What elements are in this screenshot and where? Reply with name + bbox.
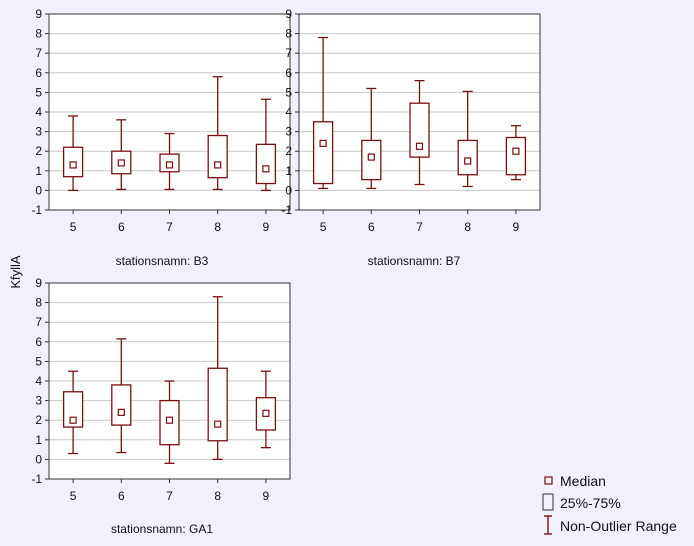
legend-box-marker: [543, 494, 553, 510]
median-marker: [167, 162, 173, 168]
y-tick-label: 4: [35, 105, 42, 119]
y-tick-label: 6: [35, 65, 42, 80]
y-tick-label: -1: [31, 203, 42, 217]
y-tick-label: 6: [285, 65, 292, 80]
y-tick-label: 7: [35, 46, 42, 61]
y-tick-label: 8: [35, 26, 42, 41]
iqr-box: [506, 137, 525, 174]
median-marker: [70, 417, 76, 423]
median-marker: [118, 409, 124, 415]
panels-group: [31, 7, 540, 536]
y-tick-label: 1: [35, 432, 42, 447]
iqr-box: [208, 136, 227, 178]
x-tick-label: 5: [319, 220, 327, 234]
legend-whisker-marker: [544, 516, 552, 534]
iqr-box: [112, 385, 131, 425]
legend-label-box: 25%-75%: [560, 495, 621, 511]
y-tick-label: 1: [285, 163, 292, 178]
y-tick-label: 8: [35, 295, 42, 310]
median-marker: [368, 154, 374, 160]
panel-3: [31, 276, 290, 536]
panel-1: [31, 7, 290, 268]
median-marker: [215, 421, 221, 427]
y-tick-label: 5: [35, 354, 42, 369]
median-marker: [263, 166, 269, 172]
x-tick-label: 7: [166, 489, 173, 503]
y-tick-label: 3: [285, 124, 292, 139]
x-tick-label: 9: [512, 220, 520, 234]
median-marker: [215, 162, 221, 168]
x-tick-label: 9: [262, 220, 270, 234]
x-tick-label: 5: [69, 489, 77, 503]
y-tick-label: 6: [35, 334, 42, 349]
y-tick-label: 0: [35, 452, 42, 467]
median-marker: [263, 410, 269, 416]
y-tick-label: -1: [31, 472, 42, 486]
y-tick-label: 5: [285, 85, 292, 100]
panel-2: [281, 7, 540, 268]
y-tick-label: 5: [35, 85, 42, 100]
y-tick-label: 0: [35, 183, 42, 198]
panel-label: stationsnamn: B3: [115, 254, 209, 268]
x-tick-label: 6: [117, 220, 125, 234]
iqr-box: [314, 122, 333, 184]
y-axis-label: KfyllA: [8, 255, 23, 289]
y-tick-label: 7: [285, 46, 292, 61]
legend-label-range: Non-Outlier Range: [560, 518, 677, 534]
x-tick-label: 8: [214, 489, 222, 503]
x-tick-label: 8: [214, 220, 222, 234]
median-marker: [417, 143, 423, 149]
y-tick-label: 3: [35, 393, 42, 408]
y-tick-label: 8: [285, 26, 292, 41]
iqr-box: [256, 144, 275, 183]
y-tick-label: 7: [35, 315, 42, 330]
x-tick-label: 7: [416, 220, 423, 234]
y-tick-label: 9: [35, 7, 42, 21]
x-tick-label: 8: [464, 220, 472, 234]
iqr-box: [208, 368, 227, 441]
y-tick-label: -1: [281, 203, 292, 217]
median-marker: [513, 148, 519, 154]
x-tick-label: 5: [69, 220, 77, 234]
y-tick-label: 2: [35, 144, 42, 159]
panel-label: stationsnamn: GA1: [110, 522, 214, 536]
legend: [543, 473, 677, 534]
y-tick-label: 1: [35, 163, 42, 178]
y-tick-label: 2: [285, 144, 292, 159]
median-marker: [70, 162, 76, 168]
median-marker: [320, 140, 326, 146]
x-tick-label: 6: [117, 489, 125, 503]
median-marker: [167, 417, 173, 423]
y-tick-label: 9: [285, 7, 292, 21]
y-tick-label: 2: [35, 413, 42, 428]
x-tick-label: 6: [367, 220, 375, 234]
x-tick-label: 9: [262, 489, 270, 503]
x-tick-label: 7: [166, 220, 173, 234]
y-tick-label: 9: [35, 276, 42, 290]
median-marker: [465, 158, 471, 164]
y-tick-label: 3: [35, 124, 42, 139]
legend-label-median: Median: [560, 473, 606, 489]
y-tick-label: 4: [35, 374, 42, 388]
median-marker: [118, 160, 124, 166]
panel-label: stationsnamn: B7: [367, 254, 461, 268]
legend-median-marker: [545, 477, 552, 484]
y-tick-label: 0: [285, 183, 292, 198]
y-tick-label: 4: [285, 105, 292, 119]
